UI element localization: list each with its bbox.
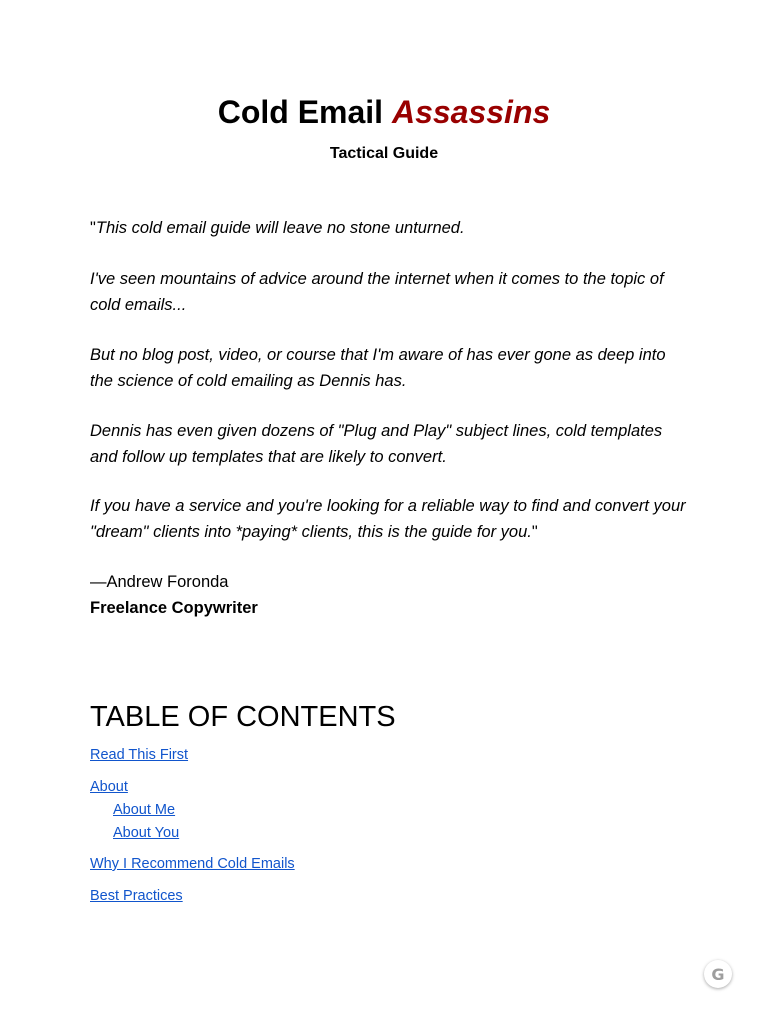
testimonial-paragraph-4: Dennis has even given dozens of "Plug and Play" subject lines, cold templates and follow up templates that are likely to convert. bbox=[90, 422, 663, 466]
testimonial-paragraph-1 bbox=[90, 216, 690, 242]
toc-link-about-you[interactable]: About You bbox=[113, 825, 180, 841]
testimonial-paragraph-3: But no blog post, video, or course that I'm aware of has ever gone as deep into the science of cold emailing as Dennis has. bbox=[90, 346, 666, 390]
testimonial-paragraph-5 bbox=[90, 494, 690, 545]
title-accent: Assassins bbox=[391, 94, 551, 130]
document-title bbox=[0, 92, 768, 132]
toc-link-about-me[interactable]: About Me bbox=[113, 802, 176, 818]
toc-link-read-this-first[interactable]: Read This First bbox=[90, 747, 189, 763]
open-quote-mark: " bbox=[90, 219, 96, 237]
toc-heading: TABLE OF CONTENTS bbox=[90, 701, 396, 733]
toc-link-about[interactable]: About bbox=[90, 779, 128, 795]
toc-link-why-cold-emails[interactable]: Why I Recommend Cold Emails bbox=[90, 856, 295, 872]
g-badge-letter: G bbox=[711, 964, 725, 984]
title-main: Cold Email bbox=[217, 94, 384, 130]
close-quote-mark: " bbox=[531, 522, 538, 541]
g-badge-icon[interactable] bbox=[704, 960, 732, 988]
testimonial-paragraph-2: I've seen mountains of advice around the internet when it comes to the topic of cold emails... bbox=[90, 270, 664, 314]
document-subtitle: Tactical Guide bbox=[329, 145, 439, 162]
testimonial-author: —Andrew Foronda bbox=[90, 573, 229, 591]
testimonial-author-role: Freelance Copywriter bbox=[90, 599, 258, 617]
testimonial-text-5: If you have a service and you're looking for a reliable way to find and convert your "dream" clients into *paying* clients, this is the guide for you. bbox=[90, 497, 686, 541]
toc-link-best-practices[interactable]: Best Practices bbox=[90, 888, 183, 904]
testimonial-text-1: This cold email guide will leave no stone unturned. bbox=[95, 219, 465, 237]
